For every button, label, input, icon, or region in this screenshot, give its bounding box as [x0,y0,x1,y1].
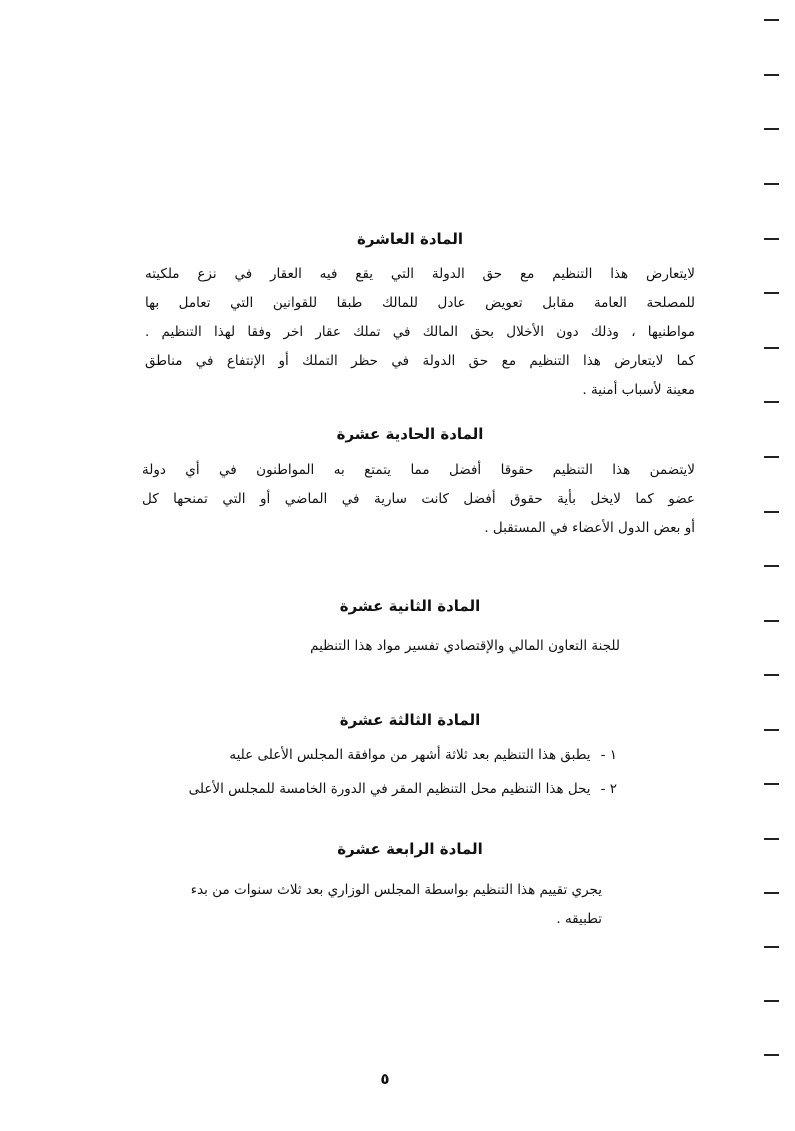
margin-tick [764,620,779,622]
margin-tick [764,565,779,567]
list-item-text: يطبق هذا التنظيم بعد ثلاثة أشهر من موافقة المجلس الأعلى عليه [229,747,591,763]
article-14-line: يجري تقييم هذا التنظيم بواسطة المجلس الوزاري بعد ثلاث سنوات من بدء [190,882,602,898]
margin-tick [764,238,779,240]
margin-tick [764,511,779,513]
list-item [189,738,617,772]
margin-tick [764,1000,779,1002]
margin-tick [764,347,779,349]
margin-tick [764,74,779,76]
margin-tick [764,401,779,403]
margin-tick [764,946,779,948]
article-10-body [145,260,695,405]
margin-tick [764,838,779,840]
article-10-line: لايتعارض هذا التنظيم مع حق الدولة التي يقع فيه العقار في نزع ملكيته [145,266,695,282]
list-item-number: ١ - [600,747,617,763]
page-number: ٥ [380,1070,390,1088]
margin-tick [764,183,779,185]
article-10-line: مواطنيها ، وذلك دون الأخلال بحق المالك في تملك عقار اخر وفقا لهذا التنظيم . [145,324,695,340]
list-item-number: ٢ - [600,781,617,797]
article-11-heading: المادة الحادية عشرة [336,425,484,443]
article-10-line: كما لايتعارض هذا التنظيم مع حق الدولة في حظر التملك أو الإنتفاع في مناطق [145,353,695,369]
margin-tick [764,674,779,676]
article-10-line: معينة لأسباب أمنية . [582,382,695,398]
margin-tick [764,456,779,458]
margin-tick [764,1054,779,1056]
list-item-text: يحل هذا التنظيم محل التنظيم المقر في الدورة الخامسة للمجلس الأعلى [188,781,591,797]
article-14-heading: المادة الرابعة عشرة [337,840,483,858]
list-item [189,772,617,806]
article-14-body [191,876,602,934]
margin-tick [764,892,779,894]
article-12-heading: المادة الثانية عشرة [339,597,481,615]
article-11-body [142,456,695,543]
margin-tick [764,128,779,130]
article-10-line: للمصلحة العامة مقابل تعويض عادل للمالك طبقا للقوانين التي تعامل بها [145,295,695,311]
margin-tick [764,783,779,785]
article-14-line: تطبيقه . [556,911,602,927]
article-11-line: عضو كما لايخل بأية حقوق أفضل كانت سارية في الماضي أو التي تمنحها كل [142,491,695,507]
article-12-body: للجنة التعاون المالي والإقتصادي تفسير مواد هذا التنظيم [310,638,620,654]
article-10-heading: المادة العاشرة [356,230,464,248]
margin-tick [764,19,779,21]
margin-tick [764,729,779,731]
article-13-heading: المادة الثالثة عشرة [339,711,481,729]
article-11-line: لايتضمن هذا التنظيم حقوقا أفضل مما يتمتع به المواطنون في أي دولة [142,462,695,478]
margin-tick [764,292,779,294]
article-13-list [189,738,617,806]
article-11-line: أو بعض الدول الأعضاء في المستقبل . [484,520,695,536]
